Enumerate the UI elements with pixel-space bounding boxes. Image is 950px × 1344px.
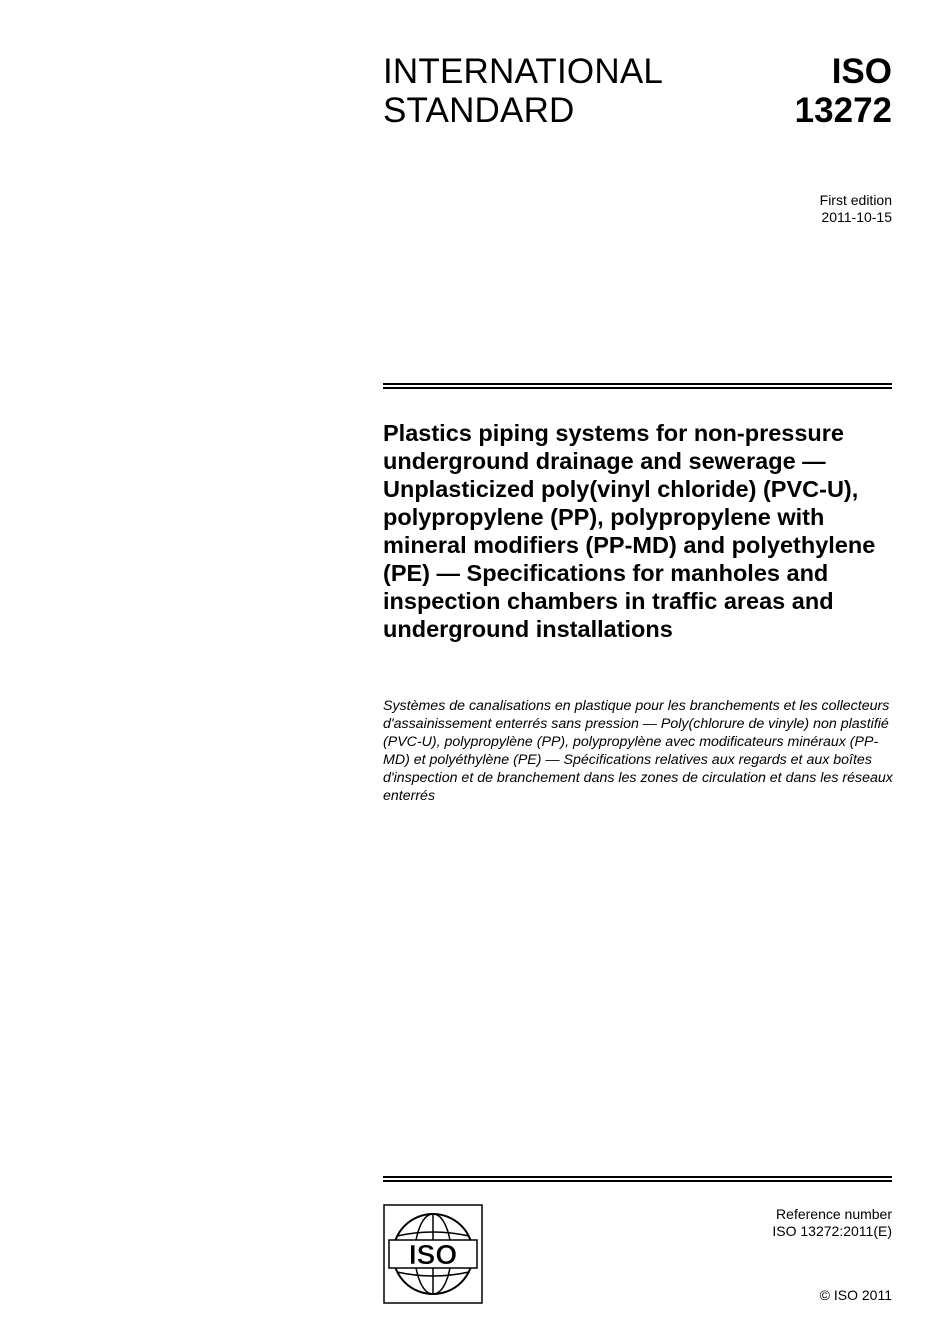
- edition-label: First edition: [819, 192, 892, 208]
- edition-date: 2011-10-15: [821, 209, 892, 225]
- reference-label: Reference number: [776, 1206, 892, 1222]
- standard-code: 13272: [794, 91, 892, 130]
- reference-info: [772, 1206, 892, 1240]
- edition-info: [820, 192, 892, 226]
- reference-number: ISO 13272:2011(E): [772, 1223, 892, 1239]
- document-type-line2: STANDARD: [383, 91, 575, 130]
- standard-org: ISO: [831, 52, 892, 91]
- document-type-line1: INTERNATIONAL: [383, 52, 664, 91]
- bottom-double-rule: [383, 1176, 892, 1182]
- iso-logo-graphic: [383, 1204, 483, 1304]
- iso-logo-icon: [383, 1204, 483, 1304]
- french-title: Systèmes de canalisations en plastique pour les branchements et les collecteurs d'assainissement enterrés sans pression — Poly(chlorure de vinyle) non plastifié (PVC-U), polypropylène (PP), polypropylène avec modificateurs minéraux (PP-MD) et polyéthylène (PE) — Spécifications relatives aux regards et aux boîtes d'inspection et de branchement dans les zones de circulation et dans les réseaux enterrés: [383, 698, 893, 804]
- english-title: Plastics piping systems for non-pressure underground drainage and sewerage — Unplasticized poly(vinyl chloride) (PVC-U), polypropylene (PP), polypropylene with mineral modifiers (PP-MD) and polyethylene (PE) — Specifications for manholes and inspection chambers in traffic areas and underground installations: [383, 420, 876, 642]
- standard-number: [795, 52, 892, 130]
- iso-logo-text: ISO: [408, 1239, 458, 1270]
- top-double-rule: [383, 383, 892, 389]
- document-type: [383, 52, 663, 130]
- copyright-notice: © ISO 2011: [819, 1287, 892, 1303]
